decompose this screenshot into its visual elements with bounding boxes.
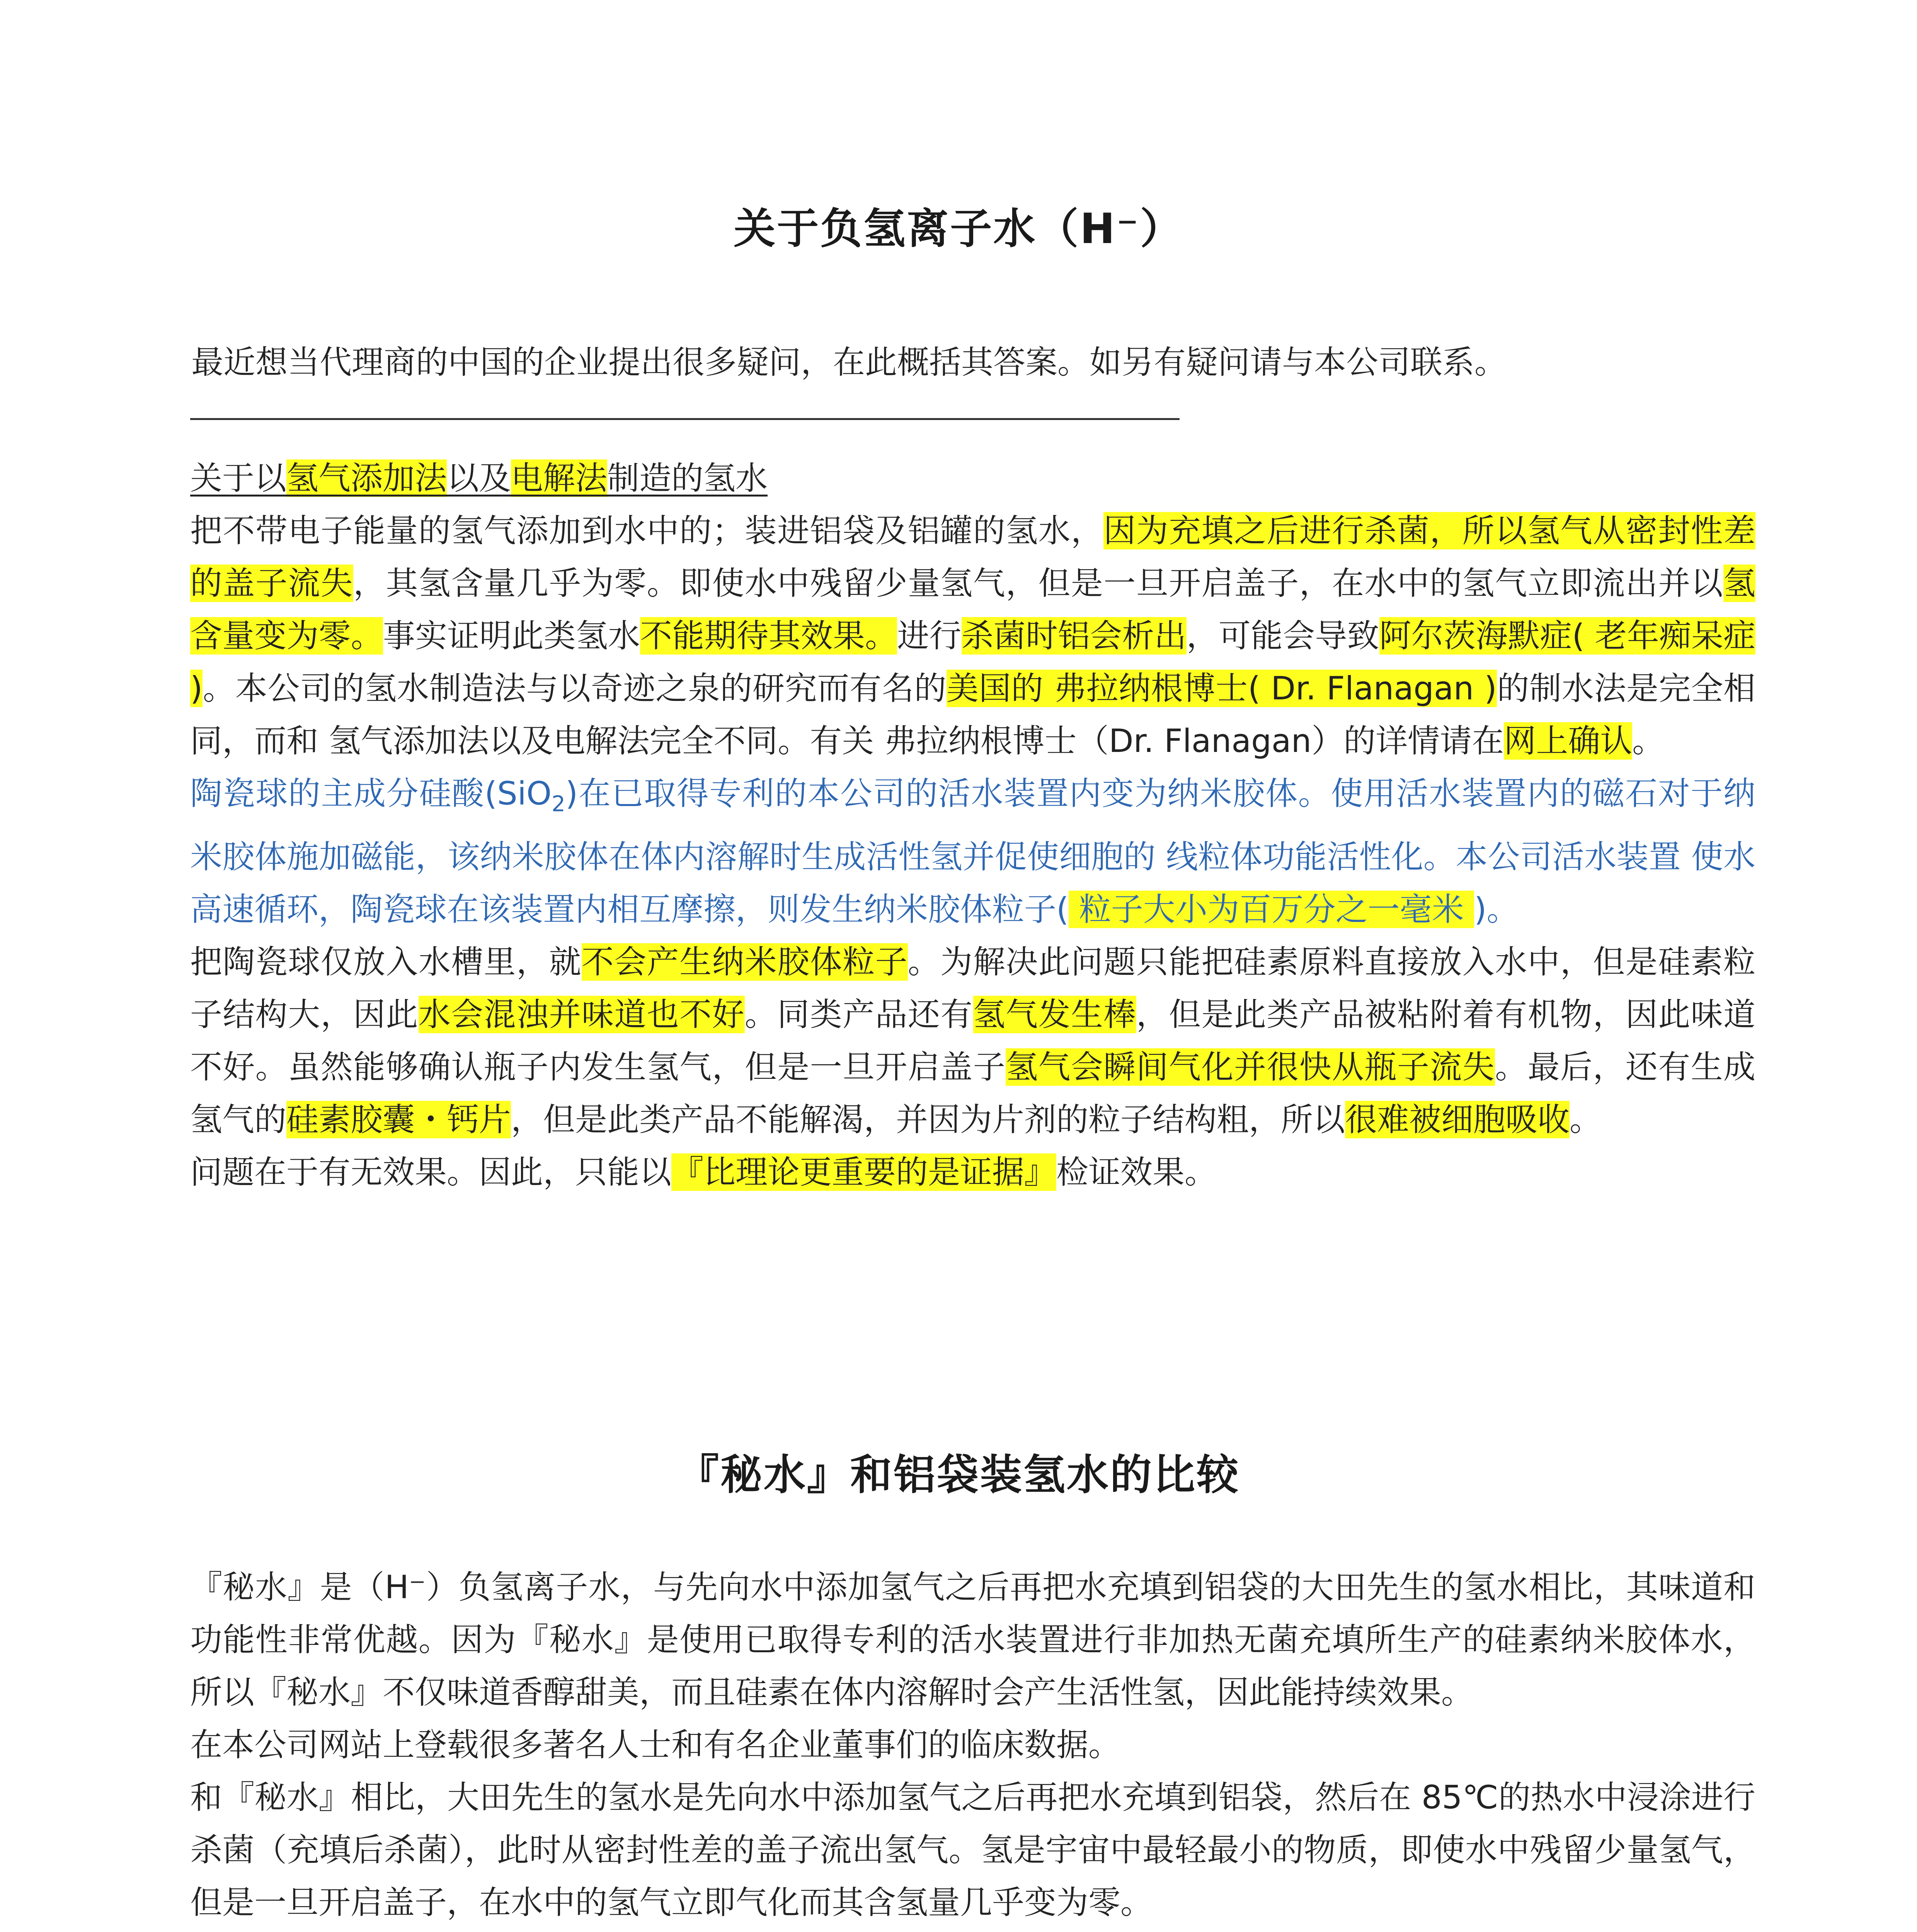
paragraph-nano-colloid: 陶瓷球的主成分硅酸(SiO$_2$)在已取得专利的本公司的活水装置内变为纳米胶体。使用活水装置内的磁石对于纳米胶体施加磁能，该纳米胶体在体内溶解时生成活性氢并促使细胞的 线粒体功能活性化。本公司活水装置 使水高速循环，陶瓷球在该装置内相互摩擦，则发生纳米胶体粒子( 粒子大小为百万分之一毫米 )。: [190, 775, 1755, 928]
paragraph-aluminum-can: [190, 1929, 1755, 1932]
paragraph-clinical-data: 在本公司网站上登载很多著名人士和有名企业董事们的临床数据。: [190, 1726, 1120, 1764]
section-comparison: [190, 1561, 1755, 1932]
paragraph-ceramic-ball: 把陶瓷球仅放入水槽里，就不会产生纳米胶体粒子。为解决此问题只能把硅素原料直接放入水中，但是硅素粒子结构大，因此水会混浊并味道也不好。同类产品还有氢气发生棒，但是此类产品被粘附着有机物，因此味道不好。虽然能够确认瓶子内发生氢气，但是一旦开启盖子氢气会瞬间气化并很快从瓶子流失。最后，还有生成氢气的硅素胶囊・钙片，但是此类产品不能解渴，并因为片剂的粒子结构粗，所以很难被细胞吸收。: [190, 943, 1756, 1138]
intro-paragraph: 最近想当代理商的中国的企业提出很多疑问，在此概括其答案。如另有疑问请与本公司联系。: [191, 344, 1507, 381]
paragraph-ota-water: 和『秘水』相比，大田先生的氢水是先向水中添加氢气之后再把水充填到铝袋，然后在 85℃的热水中浸涂进行杀菌（充填后杀菌），此时从密封性差的盖子流出氢气。氢是宇宙中最轻最小的物质，即使水中残留少量氢气，但是一旦开启盖子，在水中的氢气立即气化而其含氢量几乎变为零。: [190, 1779, 1755, 1921]
divider-line: [190, 418, 1180, 420]
section-hydrogen-water: [190, 452, 1755, 1199]
section-title-comparison: 『秘水』和铝袋装氢水的比较: [677, 1451, 1240, 1499]
section-subheading: 关于以氢气添加法以及电解法制造的氢水: [190, 459, 768, 497]
page-title: 关于负氢离子水（H⁻）: [734, 205, 1183, 253]
paragraph-hydrogen-addition: 把不带电子能量的氢气添加到水中的；装进铝袋及铝罐的氢水，因为充填之后进行杀菌，所以氢气从密封性差的盖子流失，其氢含量几乎为零。即使水中残留少量氢气，但是一旦开启盖子，在水中的氢气立即流出并以氢含量变为零。事实证明此类氢水不能期待其效果。进行杀菌时铝会析出，可能会导致阿尔茨海默症( 老年痴呆症 )。本公司的氢水制造法与以奇迹之泉的研究而有名的美国的 弗拉纳根博士( Dr. Flanagan )的制水法是完全相同，而和 氢气添加法以及电解法完全不同。有关 弗拉纳根博士（Dr. Flanagan）的详情请在网上确认。: [190, 512, 1756, 760]
paragraph-hisui-water: 『秘水』是（H⁻）负氢离子水，与先向水中添加氢气之后再把水充填到铝袋的大田先生的氢水相比，其味道和功能性非常优越。因为『秘水』是使用已取得专利的活水装置进行非加热无菌充填所生产的硅素纳米胶体水，所以『秘水』不仅味道香醇甜美，而且硅素在体内溶解时会产生活性氢，因此能持续效果。: [190, 1568, 1755, 1711]
paragraph-evidence: 问题在于有无效果。因此，只能以『比理论更重要的是证据』检证效果。: [190, 1153, 1217, 1191]
